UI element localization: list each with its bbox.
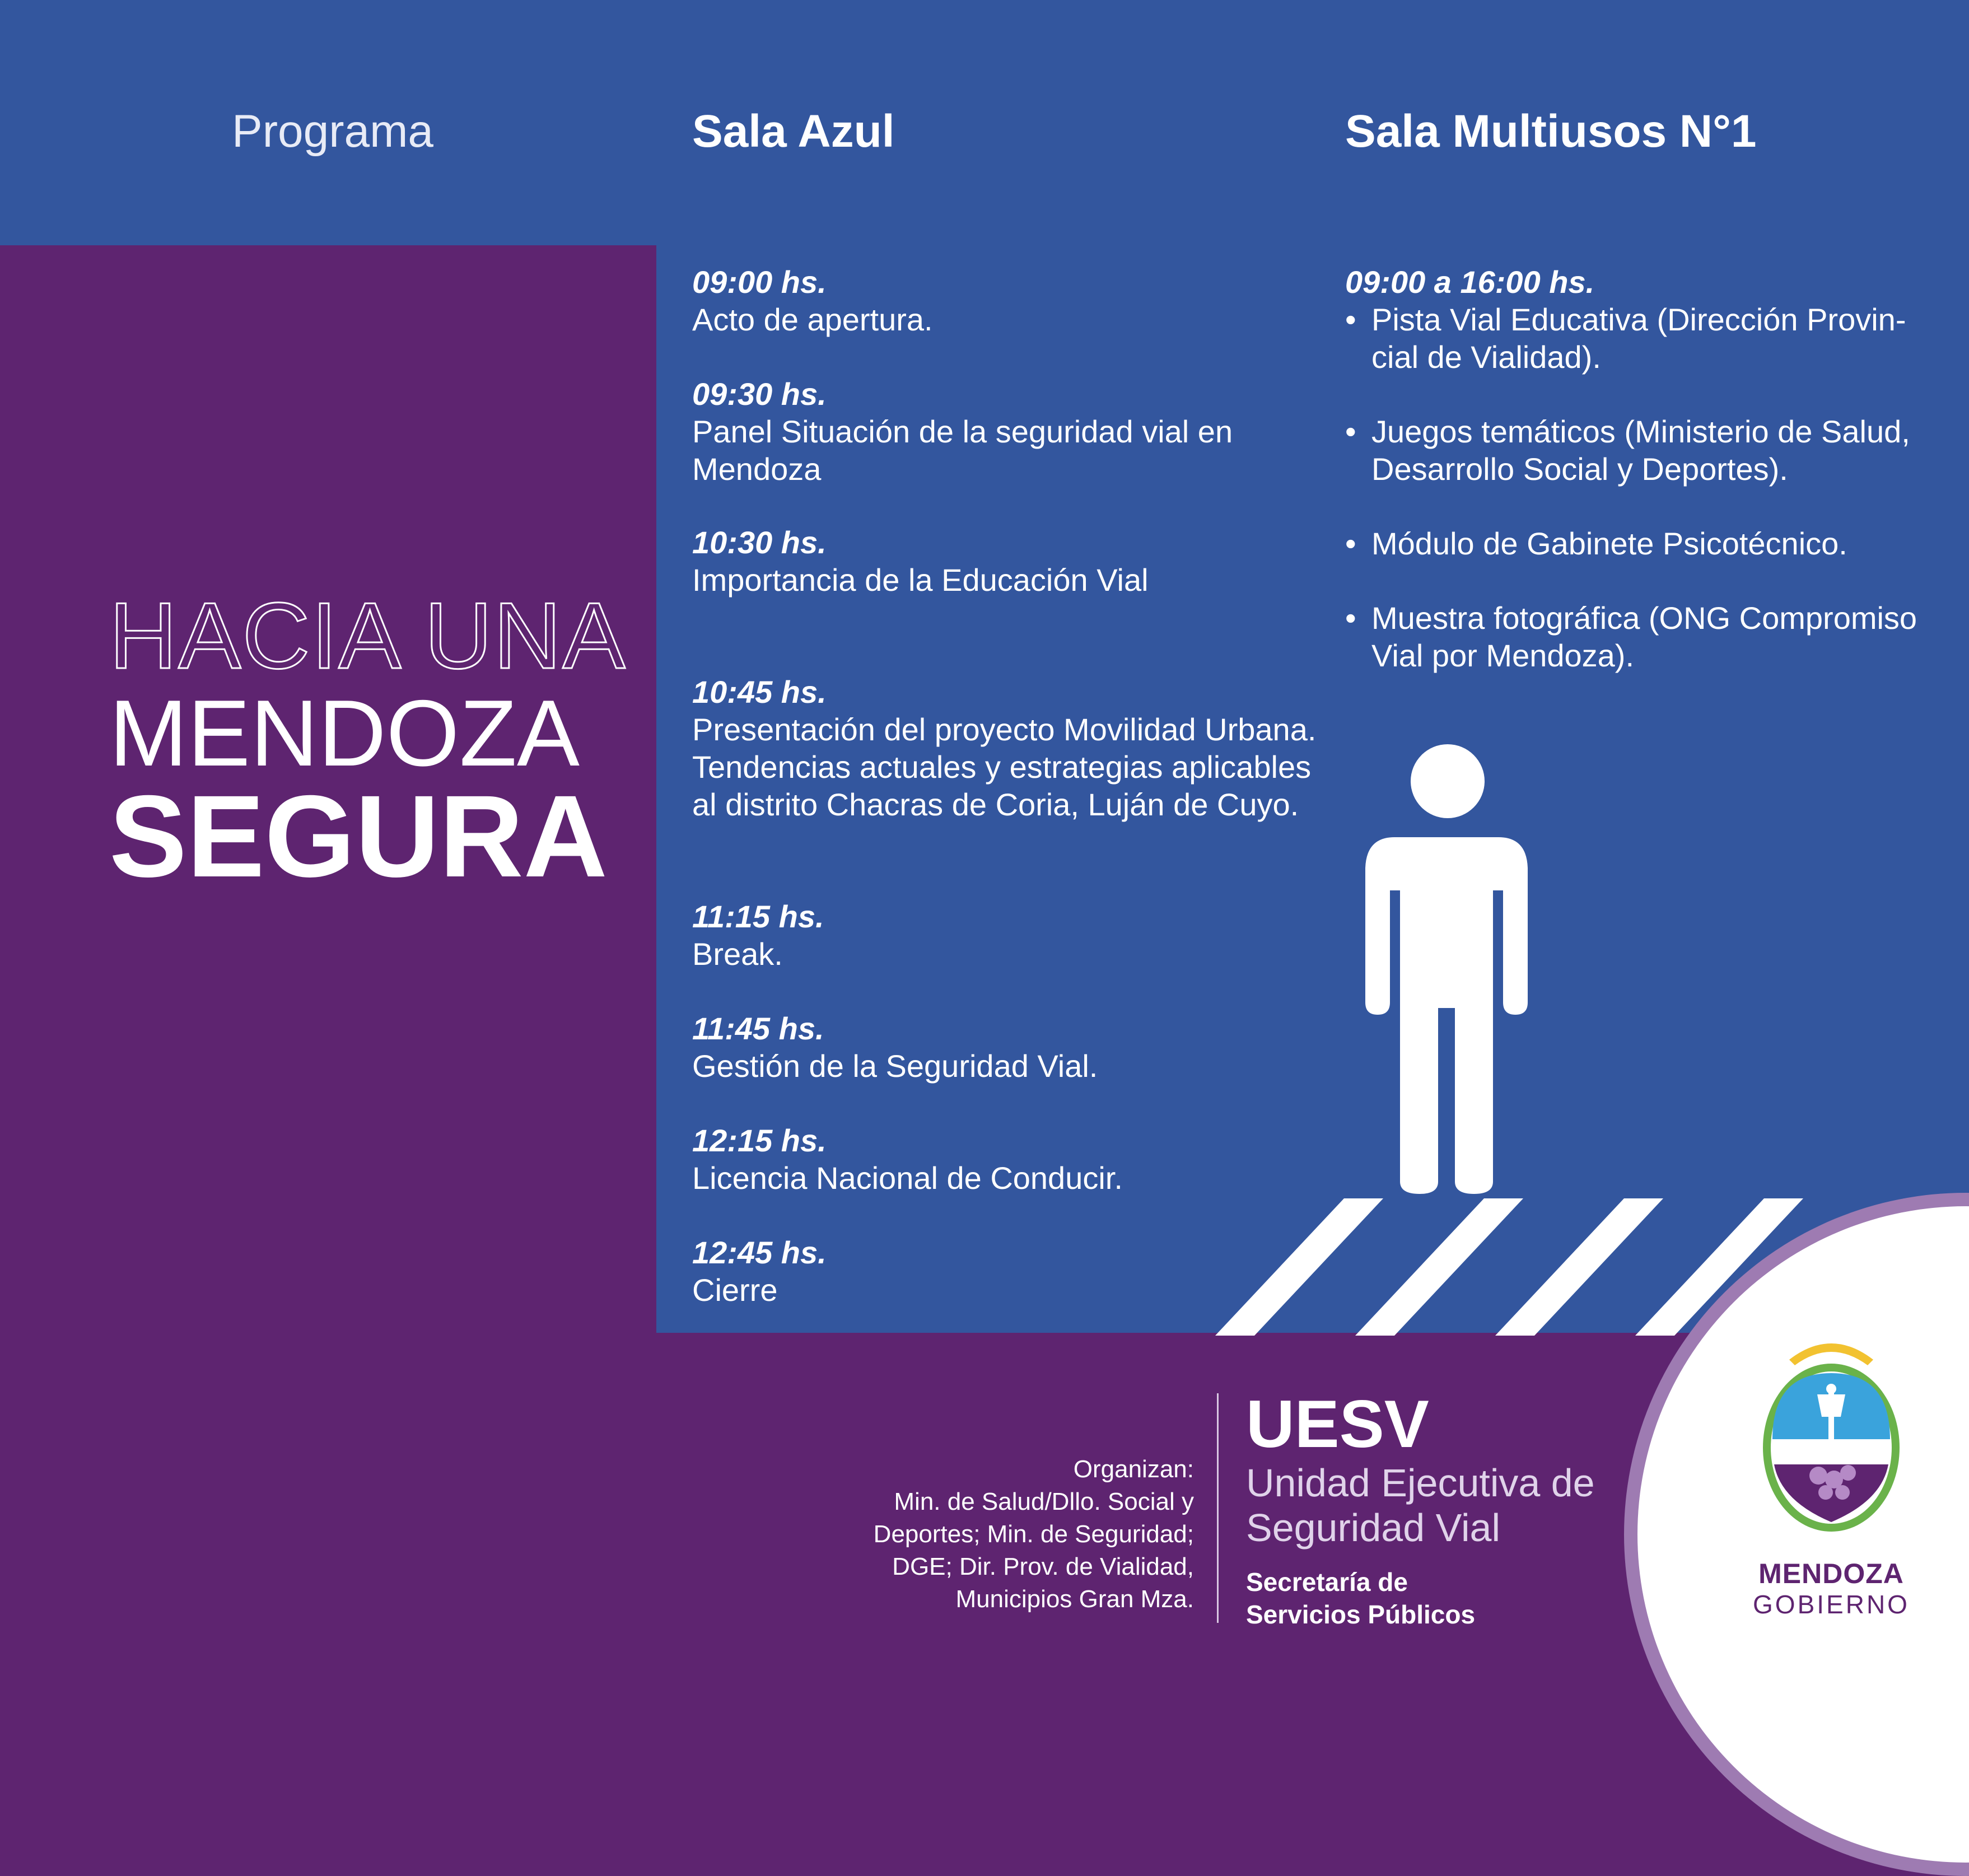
gov-logo-subtitle: GOBIERNO	[1753, 1590, 1910, 1619]
multiusos-time: 09:00 a 16:00 hs.	[1345, 264, 1595, 300]
schedule-desc: Importancia de la Educación Vial	[692, 562, 1149, 598]
schedule-item	[692, 375, 1331, 488]
mendoza-coat-of-arms-icon	[1756, 1333, 1907, 1540]
sala-azul-heading: Sala Azul	[692, 106, 895, 157]
organizers-line: Municipios Gran Mza.	[955, 1585, 1194, 1613]
event-title-line-2: MENDOZA	[109, 680, 580, 786]
schedule-time: 09:00 hs.	[692, 264, 827, 300]
secretaria-line-1: Secretaría de	[1246, 1567, 1408, 1597]
organizers-line: Min. de Salud/Dllo. Social y	[894, 1488, 1194, 1515]
schedule-time: 11:45 hs.	[692, 1011, 824, 1046]
bullet: •	[1345, 600, 1356, 636]
gov-logo-name: MENDOZA	[1758, 1558, 1904, 1589]
schedule-time: 10:45 hs.	[692, 674, 827, 710]
pedestrian-icon	[1355, 739, 1534, 1198]
multiusos-item-text: Juegos temáticos (Ministerio de Salud, Desarrollo Social y Deportes).	[1371, 414, 1910, 487]
event-title-line-1: HACIA UNA	[109, 583, 627, 688]
uesv-name-line-2: Seguridad Vial	[1246, 1506, 1501, 1550]
multiusos-item-text: Pista Vial Educativa (Dirección Provin-cial de Vialidad).	[1371, 302, 1906, 375]
multiusos-list-item	[1345, 301, 1950, 376]
schedule-time: 09:30 hs.	[692, 376, 827, 412]
organizers-line: DGE; Dir. Prov. de Vialidad,	[892, 1553, 1194, 1580]
schedule-item	[692, 1010, 1331, 1085]
schedule-item	[692, 263, 1331, 338]
schedule-time: 12:45 hs.	[692, 1235, 827, 1270]
schedule-item	[692, 524, 1331, 599]
schedule-item	[692, 673, 1331, 823]
schedule-time: 10:30 hs.	[692, 525, 827, 560]
schedule-desc: Licencia Nacional de Conducir.	[692, 1160, 1123, 1196]
schedule-desc: Break.	[692, 936, 783, 972]
multiusos-item-text: Muestra fotográfica (ONG Compromiso Vial por Mendoza).	[1371, 600, 1917, 673]
multiusos-list-item	[1345, 525, 1950, 562]
schedule-time: 11:15 hs.	[692, 899, 824, 934]
schedule-desc: Cierre	[692, 1272, 778, 1308]
schedule-desc: Panel Situación de la seguridad vial en Mendoza	[692, 414, 1233, 487]
multiusos-list-item	[1345, 413, 1950, 488]
footer-divider	[1217, 1393, 1219, 1623]
event-title-line-3: SEGURA	[109, 772, 608, 902]
programa-heading: Programa	[232, 106, 434, 157]
multiusos-list-item	[1345, 599, 1950, 674]
bullet: •	[1345, 526, 1356, 561]
organizers-line: Deportes; Min. de Seguridad;	[873, 1520, 1194, 1548]
organizers-label: Organizan:	[1073, 1455, 1194, 1483]
schedule-item	[692, 898, 1331, 973]
uesv-acronym: UESV	[1246, 1387, 1429, 1462]
schedule-desc: Gestión de la Seguridad Vial.	[692, 1048, 1098, 1084]
secretaria-line-2: Servicios Públicos	[1246, 1600, 1476, 1629]
organizers-block	[840, 1453, 1194, 1616]
sala-multiusos-heading: Sala Multiusos N°1	[1345, 106, 1757, 157]
bullet: •	[1345, 414, 1356, 449]
schedule-desc: Presentación del proyecto Movilidad Urbana. Tendencias actuales y estrategias aplicables al distrito Chacras de Coria, Luján de Cuyo.	[692, 712, 1317, 822]
schedule-item	[692, 1122, 1331, 1197]
schedule-time: 12:15 hs.	[692, 1123, 827, 1158]
multiusos-item-text: Módulo de Gabinete Psicotécnico.	[1371, 526, 1847, 561]
uesv-name-line-1: Unidad Ejecutiva de	[1246, 1461, 1595, 1505]
schedule-desc: Acto de apertura.	[692, 302, 933, 337]
event-title	[109, 583, 627, 902]
bullet: •	[1345, 302, 1356, 337]
uesv-block	[1246, 1388, 1638, 1631]
